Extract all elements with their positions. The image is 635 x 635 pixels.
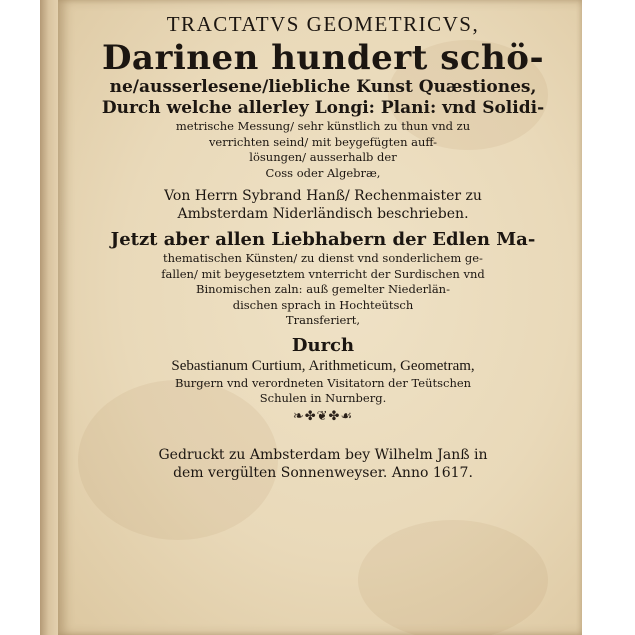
- translator-line: Burgern vnd verordneten Visitatorn der Teütschen: [174, 375, 472, 390]
- subtitle-line: ne/ausserlesene/liebliche Kunst Quæstiones,: [109, 77, 537, 97]
- book-title: TRACTATVS GEOMETRICVS,: [166, 12, 480, 36]
- subtitle-line: Durch welche allerley Longi: Plani: vnd Solidi-: [101, 98, 545, 118]
- printer-ornament: ❧✤❦✤☙: [292, 408, 354, 424]
- subtitle-line: lösungen/ ausserhalb der: [249, 150, 397, 164]
- subtitle-line: metrische Messung/ sehr künstlich zu thun vnd zu: [175, 119, 471, 133]
- dedication-line: Transferiert,: [285, 313, 361, 327]
- dedication-line: Binomischen zaln: auß gemelter Niederlän-: [196, 282, 450, 296]
- subtitle-line: Coss oder Algebræ,: [265, 165, 381, 180]
- author-line: Ambsterdam Niderländisch beschrieben.: [177, 206, 469, 222]
- title-heading: Darinen hundert schö-: [101, 38, 545, 78]
- dedication-line: thematischen Künsten/ zu dienst vnd sonderlichem ge-: [163, 251, 483, 265]
- subtitle-line: verrichten seind/ mit beygefügten auff-: [208, 134, 438, 149]
- dedication-line: dischen sprach in Hochteütsch: [232, 297, 414, 312]
- imprint-line: dem vergülten Sonnenweyser. Anno 1617.: [173, 464, 473, 481]
- dedication-line: fallen/ mit beygesetztem vnterricht der Surdischen vnd: [161, 266, 485, 281]
- paper-stain: [358, 520, 548, 635]
- title-page: [58, 0, 582, 635]
- translator-line: Sebastianum Curtium, Arithmeticum, Geometram,: [171, 357, 475, 374]
- imprint-line: Gedruckt zu Ambsterdam bey Wilhelm Janß in: [158, 446, 488, 463]
- author-line: Von Herrn Sybrand Hanß/ Rechenmaister zu: [164, 188, 482, 204]
- dedication-line: Jetzt aber allen Liebhabern der Edlen Ma-: [110, 229, 536, 250]
- durch-label: Durch: [291, 334, 355, 356]
- title-page-text: [88, 14, 558, 484]
- translator-line: Schulen in Nurnberg.: [259, 391, 387, 405]
